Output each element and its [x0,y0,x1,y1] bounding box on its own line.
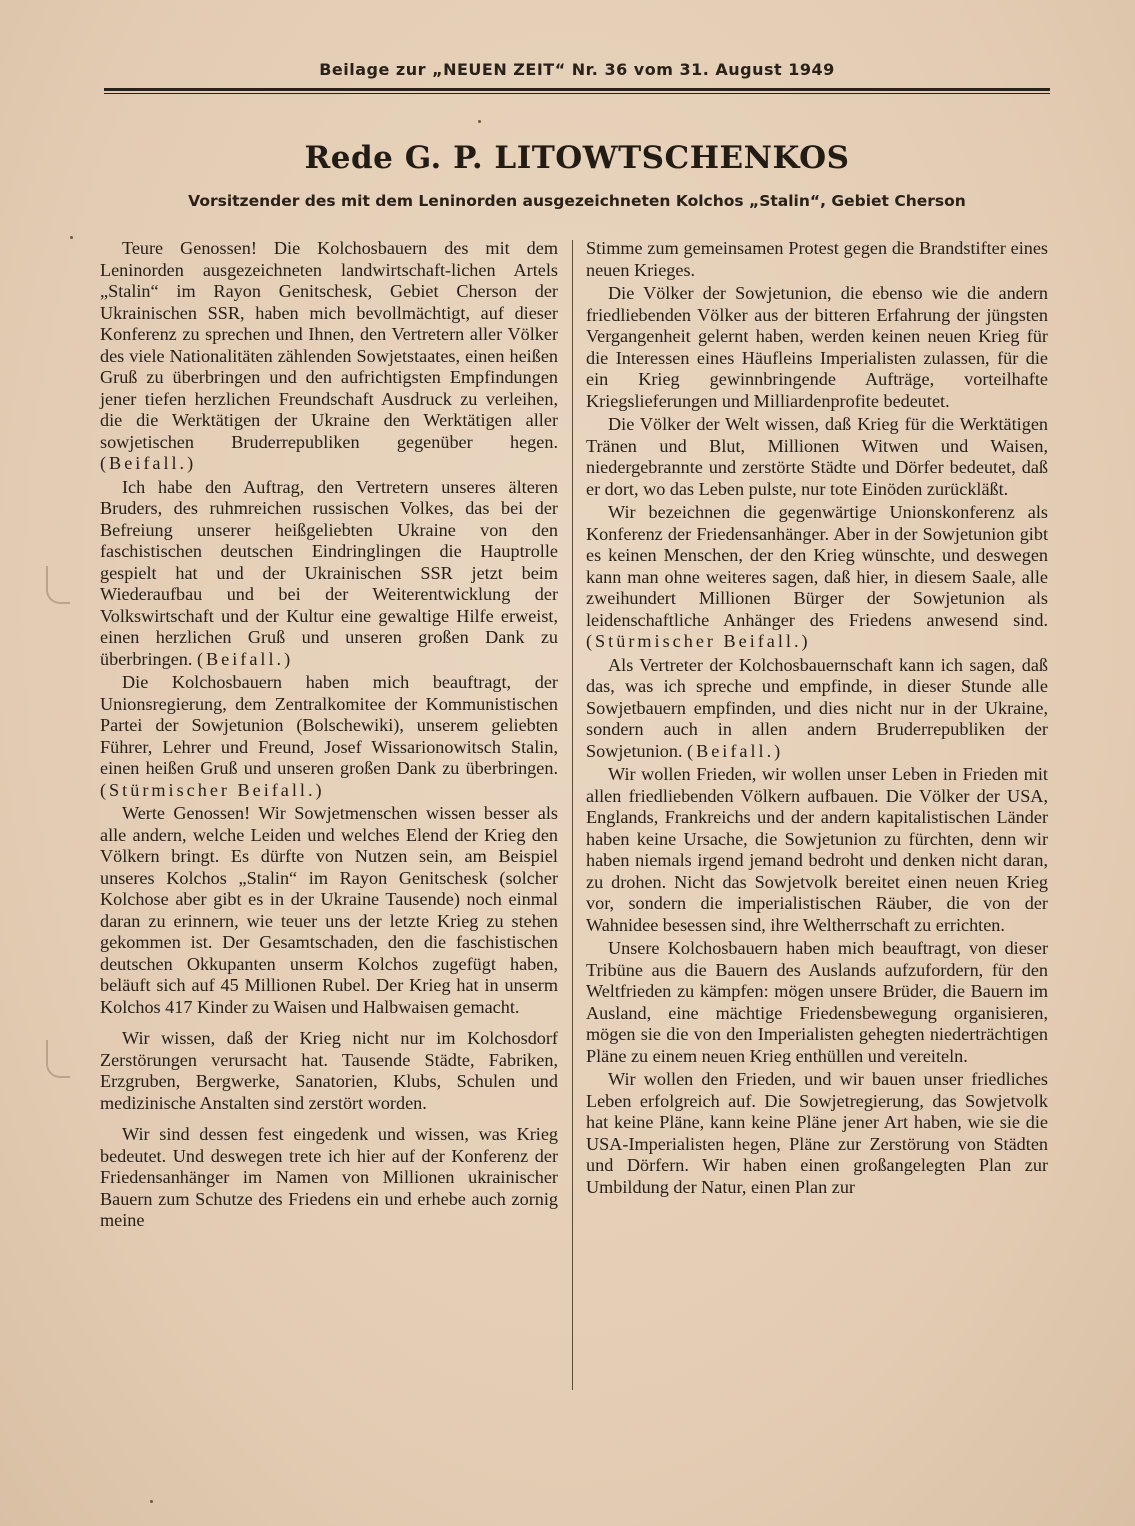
paragraph [100,1124,558,1232]
applause-note: (Stürmischer Beifall.) [586,631,811,651]
applause-note: (Stürmischer Beifall.) [100,779,325,800]
paragraph-text: Wir wissen, daß der Krieg nicht nur im Kolchosdorf Zerstörungen verursacht hat. Tausende Städte, Fabriken, Erzgruben, Bergwerke, Sanatorien, Klubs, Schulen und medizinische Anstalten sind zerstört worden. [100,1028,558,1113]
paragraph-text: Die Völker der Welt wissen, daß Krieg für die Werktätigen Tränen und Blut, Millionen Witwen und Waisen, niedergebrannte und zerstörte Städte und Dörfer bedeutet, daß er dort, wo das Leben pulste, nur tote Einöden zurückläßt. [586,414,1048,499]
paragraph [100,477,558,671]
paragraph [586,938,1048,1067]
header-rule [104,88,1050,91]
paragraph [586,655,1048,763]
paragraph-text: Werte Genossen! Wir Sowjetmenschen wissen besser als alle andern, welche Leiden und welches Elend der Krieg den Völkern bringt. Es dürfte von Nutzen sein, am Beispiel unseres Kolchos „Stalin“ im Rayon Genitschesk (solcher Kolchose aber gibt es in der Ukraine Tausende) noch einmal daran zu erinnern, wie teuer uns der letzte Krieg zu stehen gekommen ist. Der Gesamtschaden, den die faschistischen deutschen Okkupanten unserm Kolchos zugefügt haben, beläuft sich auf 45 Millionen Rubel. Der Krieg hat in unserm Kolchos 417 Kinder zu Waisen und Halbwaisen gemacht. [100,803,558,1017]
paragraph-text: Als Vertreter der Kolchosbauernschaft kann ich sagen, daß das, was ich spreche und empfinde, in dieser Stunde alle Sowjetbauern empfinden, und dies nicht nur in der Ukraine, sondern auch in allen andern Bruderrepubliken der Sowjetunion. [586,654,1048,761]
applause-note: (Beifall.) [196,648,294,669]
paragraph [586,414,1048,500]
paragraph [586,502,1048,653]
paragraph-text: Teure Genossen! Die Kolchosbauern des mit dem Leninorden ausgezeichneten landwirtschaft-lichen Artels „Stalin“ im Rayon Genitschesk, Gebiet Cherson der Ukrainischen SSR, haben mich bevollmächtigt, auf dieser Konferenz zu sprechen und Ihnen, den Vertretern aller Völker des viele Nationalitäten zählenden Sowjetstaates, einen heißen Gruß zu überbringen und den aufrichtigsten Empfindungen jener tiefen herzlichen Freundschaft Ausdruck zu verleihen, die die Werktätigen der Ukraine den Werktätigen aller sowjetischen Bruderrepubliken gegenüber hegen. [100,238,558,452]
paragraph-text: Wir sind dessen fest eingedenk und wissen, was Krieg bedeutet. Und deswegen trete ich hier auf der Konferenz der Friedensanhänger im Namen von Millionen ukrainischer Bauern zum Schutze des Friedens ein und erhebe auch zornig meine [100,1124,558,1230]
paragraph [100,672,558,801]
article-subtitle: Vorsitzender des mit dem Leninorden ausgezeichneten Kolchos „Stalin“, Gebiet Cherson [188,192,966,210]
applause-note: (Beifall.) [687,740,784,761]
applause-note: (Beifall.) [100,453,197,473]
paragraph [586,238,1048,281]
paragraph [100,803,558,1018]
paragraph-text: Unsere Kolchosbauern haben mich beauftragt, von dieser Tribüne aus die Bauern des Auslands aufzufordern, für den Weltfrieden zu kämpfen: mögen unsere Brüder, die Bauern im Ausland, eine mächtige Friedensbewegung organisieren, mögen sie die von den Imperialisten gehegten niederträchtigen Pläne zu einem neuen Krieg enthüllen und vereiteln. [586,938,1048,1066]
paragraph-text: Ich habe den Auftrag, den Vertretern unseres älteren Bruders, des ruhmreichen russischen Volkes, das bei der Befreiung unserer heißgeliebten Ukraine von den faschistischen deutschen Eindringlingen die Hauptrolle gespielt hat und der Ukrainischen SSR jetzt beim Wiederaufbau und bei der Weiterentwicklung der Volkswirtschaft und der Kultur eine gewaltige Hilfe erweist, einen herzlichen Gruß und unseren großen Dank zu überbringen. [100,476,558,669]
paragraph [100,1028,558,1114]
supplement-header: Beilage zur „NEUEN ZEIT“ Nr. 36 vom 31. August 1949 [319,60,835,79]
paragraph-text: Wir bezeichnen die gegenwärtige Unionskonferenz als Konferenz der Friedensanhänger. Aber in der Sowjetunion gibt es keinen Menschen, der den Krieg wünschte, und deswegen kann man ohne weiteres sagen, daß hier, in diesem Saale, alle zweihundert Millionen Bürger der Sowjetunion als leidenschaftliche Anhänger des Friedens anwesend sind. [586,502,1048,630]
right-column [586,238,1048,1200]
paragraph [586,1069,1048,1198]
paper-speck [478,120,481,123]
punch-hole-mark [46,1040,70,1078]
column-divider [572,240,573,1390]
paragraph-text: Stimme zum gemeinsamen Protest gegen die Brandstifter eines neuen Krieges. [586,238,1048,280]
paper-speck [150,1500,153,1503]
left-column [100,238,558,1234]
paragraph-text: Die Völker der Sowjetunion, die ebenso wie die andern friedliebenden Völker aus der bitteren Erfahrung der jüngsten Vergangenheit gelernt haben, werden keinen neuen Krieg für die Interessen eines Häufleins Imperialisten zulassen, für die ein Krieg gewinnbringende Aufträge, vorteilhafte Kriegslieferungen und Milliardenprofite bedeutet. [586,283,1048,411]
paragraph-text: Wir wollen den Frieden, und wir bauen unser friedliches Leben erfolgreich auf. Die Sowjetregierung, das Sowjetvolk hat keine Pläne, kann keine Pläne jener Art haben, wie sie die USA-Imperialisten hegen, Pläne zur Zerstörung von Städten und Dörfern. Wir haben einen großangelegten Plan zur Umbildung der Natur, einen Plan zur [586,1069,1048,1197]
paragraph-text: Die Kolchosbauern haben mich beauftragt, der Unionsregierung, dem Zentralkomitee der Kommunistischen Partei der Sowjetunion (Bolschewiki), unserem geliebten Führer, Lehrer und Freund, Josef Wissarionowitsch Stalin, einen heißen Gruß und unseren großen Dank zu überbringen. [100,672,558,778]
paragraph-text: Wir wollen Frieden, wir wollen unser Leben in Frieden mit allen friedliebenden Völkern aufbauen. Die Völker der USA, Englands, Frankreichs und der andern kapitalistischen Länder haben keine Ursache, die Sowjetunion zu fürchten, denn wir haben niemals irgend jemand bedroht und denken nicht daran, zu drohen. Nicht das Sowjetvolk bereitet einen neuen Krieg vor, sondern die imperialistischen Räuber, die von der Wahnidee besessen sind, ihre Weltherrschaft zu errichten. [586,764,1048,935]
paragraph [100,238,558,475]
paragraph [586,283,1048,412]
header-rule-thin [104,93,1050,94]
paper-speck [70,236,73,239]
paragraph [586,764,1048,936]
punch-hole-mark [46,566,70,604]
article-title: Rede G. P. LITOWTSCHENKOS [304,140,850,176]
